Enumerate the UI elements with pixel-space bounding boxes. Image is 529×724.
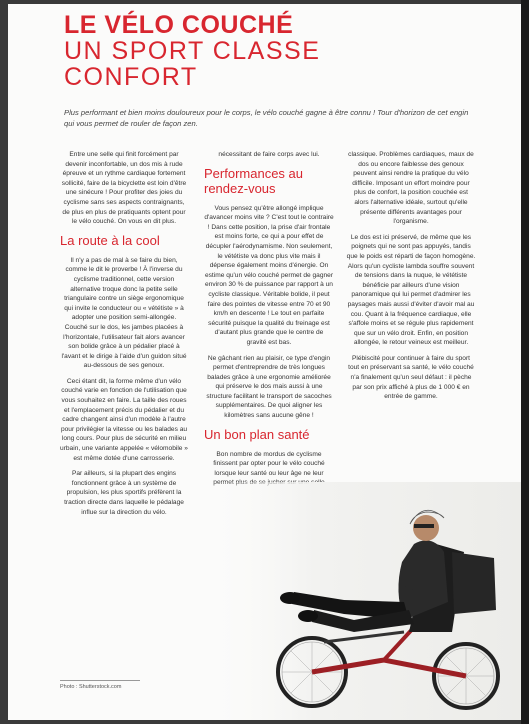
photo-credit: Photo : Shutterstock.com xyxy=(60,680,140,690)
article-title xyxy=(64,12,504,90)
title-line-3: CONFORT xyxy=(64,63,198,91)
paragraph: Bon nombre de mordus de cyclisme finissent par opter pour le vélo couché lorsque leur santé ou leur âge ne leur xyxy=(213,450,325,477)
paragraph: Par ailleurs, si la plupart des engins fonctionnent grâce à un système de propulsion, les plus sportifs préfèrent la traction directe dans laquelle le pédalage influe sur la direction du vélo. xyxy=(64,470,184,516)
paragraph: Il n'y a pas de mal à se faire du bien, comme le dit le proverbe ! À l'inverse du cyclisme traditionnel, cette version alternative troque donc la petite selle triangulaire contre un siège ergonomique qui invite le conducteur ou « vététiste » à adopter une position semi-allongée. Couché sur le dos, les jambes placées à l'horizontale, l'utilisateur fait alors avancer son bolide grâce à un pédalier placé à l'avant et le dirige à l'aide d'un guidon situé au-dessous de ses genoux. xyxy=(61,256,187,370)
column-3 xyxy=(346,150,476,408)
magazine-page xyxy=(8,4,521,720)
paragraph: classique. Problèmes cardiaques, maux de dos ou encore faiblesse des genoux peuvent ainsi rendre la pratique du vélo difficile. Imposant un effort moindre pour plus de confort, la position couchée est alors l'alternative idéale, surtout qu'elle présente différents avantages pour l'organisme. xyxy=(348,151,474,226)
column-2 xyxy=(204,150,334,494)
paragraph: Plébiscité pour continuer à faire du sport tout en préservant sa santé, le vélo couché n'a finalement qu'un seul défaut : il pèche par son prix affiché à plus de 1 000 € en entrée de gamme. xyxy=(348,354,474,401)
paragraph: Entre une selle qui finit forcément par devenir inconfortable, un dos mis à rude épreuve et un rythme cardiaque fortement sollicité, faire de la bicyclette est loin d'être une sinécure ! Pour profiter des joies du cyclisme sans ses aspects contraignants, de plus en plus de pratiquants optent pour le vélo couché. On vous en dit plus. xyxy=(61,151,187,226)
page-edge xyxy=(521,0,529,724)
column-1 xyxy=(60,150,188,523)
title-line-1: LE VÉLO COUCHÉ xyxy=(64,11,294,39)
title-line-2: UN SPORT CLASSE xyxy=(64,37,321,65)
subheading-performances: Performances au rendez-vous xyxy=(204,165,303,196)
paragraph: Le dos est ici préservé, de même que les poignets qui ne sont pas appuyés, tandis que le poids est réparti de façon homogène. Alors qu'un cycliste lambda souffre souvent de tensions dans la nuque, le vététiste bénéficie par ailleurs d'une vision panoramique qui lui permet d'admirer les paysages mais aussi d'éviter d'avoir mal au cou. Quant à la fréquence cardiaque, elle s'affole moins et se régule plus rapidement que sur un vélo droit. Enfin, en position allongée, le retour veineux est meilleur. xyxy=(346,233,476,347)
subheading-sante: Un bon plan santé xyxy=(204,426,310,442)
article-intro: Plus performant et bien moins douloureux pour le corps, le vélo couché gagne à être connu ! Tour d'horizon de cet engin qui vous permet de rouler de façon zen. xyxy=(64,108,469,128)
paragraph: Ceci étant dit, la forme même d'un vélo couché varie en fonction de l'utilisation que vous souhaitez en faire. La taille des roues et l'emplacement précis du pédalier et du cadre changent ainsi d'un modèle à l'autre pour privilégier la vitesse ou les balades au long cours. Pour plus de sécurité en milieu urbain, une variante appelée « vélomobile » est même dotée d'une carrosserie. xyxy=(60,377,188,462)
paragraph: Ne gâchant rien au plaisir, ce type d'engin permet d'entreprendre de très longues balades grâce à une ergonomie améliorée qui préserve le dos mais aussi à une structure facilitant le transport de sacoches supplémentaires. De quoi aligner les kilomètres sans aucune gêne ! xyxy=(206,354,332,420)
subheading-route: La route à la cool xyxy=(60,232,160,248)
paragraph: Vous pensez qu'être allongé implique d'avancer moins vite ? C'est tout le contraire ! Dans cette position, la prise d'air frontale est moins forte, ce qui a pour effet de décupler l'aérodynamisme. Non seulement, le vététiste va donc plus vite mais il dépense également moins d'énergie. On estime qu'un vélo couché permet de gagner environ 30 % de puissance par rapport à un cycliste classique. Véritable bolide, il peut faire des pointes de vitesse entre 70 et 90 km/h en descente ! Le tout en parfaite sécurité puisque la qualité du freinage est d'autant plus grande que le centre de gravité est bas. xyxy=(204,204,334,346)
paragraph: nécessitant de faire corps avec lui. xyxy=(218,151,320,158)
recumbent-cyclist-photo xyxy=(204,482,521,720)
